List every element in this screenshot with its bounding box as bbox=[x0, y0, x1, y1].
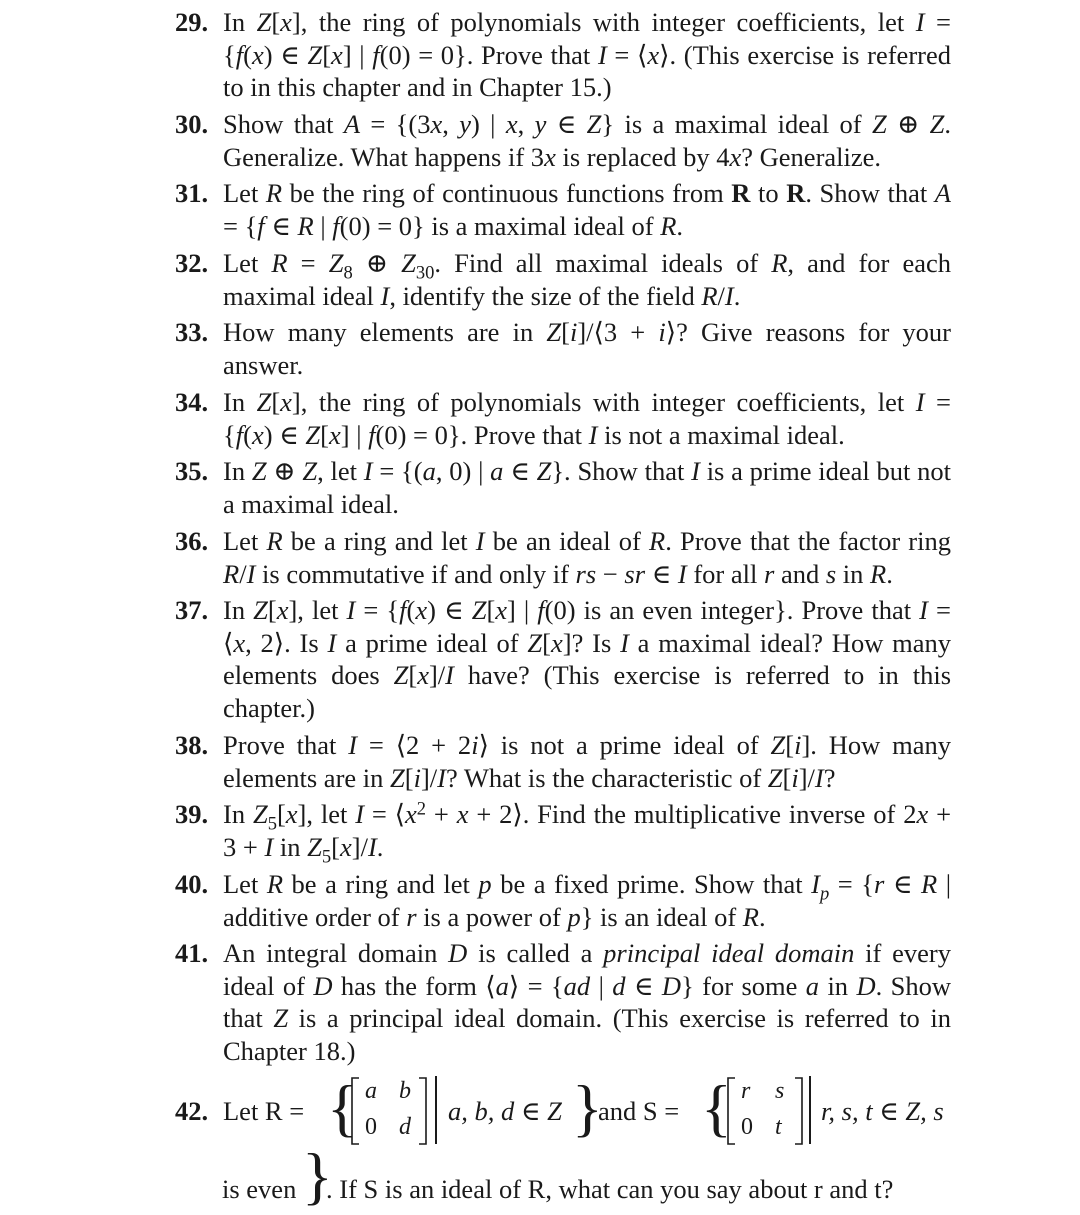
ex42-and-s: and S = bbox=[598, 1096, 680, 1126]
exercise-35 bbox=[175, 455, 951, 520]
closing-brace: } bbox=[302, 1140, 333, 1211]
matrix-r bbox=[349, 1076, 429, 1144]
left-brace: { bbox=[327, 1072, 358, 1143]
exercise-text: How many elements are in Z[i]/⟨3 + i⟩? Give reasons for your answer. bbox=[223, 317, 952, 380]
matrix-s-r: r bbox=[741, 1078, 751, 1104]
exercise-text: Let R be the ring of continuous functions from R to R. Show that A = {f ∈ R | f(0) = 0} is a maximal ideal of R. bbox=[223, 178, 951, 241]
ex42-let-r: Let R = bbox=[223, 1096, 305, 1126]
exercise-41 bbox=[175, 937, 951, 1067]
exercise-number: 30. bbox=[175, 109, 209, 139]
matrix-s-s: s bbox=[775, 1078, 785, 1104]
exercise-text: Let R be a ring and let p be a fixed prime. Show that $I_p = \{r$ ∈ R | additive order of r is a power of p} is an ideal of R. bbox=[223, 869, 952, 932]
exercise-33 bbox=[175, 316, 951, 381]
exercise-30 bbox=[175, 108, 951, 173]
exercise-number: 34. bbox=[175, 387, 209, 417]
exercise-40 bbox=[175, 868, 951, 933]
exercise-text: In Z[x], the ring of polynomials with integer coefficients, let I = {f(x) ∈ Z[x] | f(0) = 0}. Prove that I = ⟨x⟩. (This exercise is referred to in this chapter and in Chapter 15.) bbox=[223, 7, 952, 102]
ex42-cond-r: a, b, d ∈ Z bbox=[448, 1096, 562, 1126]
exercise-text: In $Z_5[x]$, let $I = ⟨x^2 + x$ + 2⟩. Find the multiplicative inverse of 2x + 3 + I in $Z_5[x]/I$. bbox=[223, 798, 952, 867]
exercise-text: Prove that I = ⟨2 + 2i⟩ is not a prime ideal of Z[i]. How many elements are in Z[i]/I? What is the characteristic of Z[i]/I? bbox=[223, 730, 951, 793]
exercise-number: 39. bbox=[175, 799, 209, 829]
exercise-38 bbox=[175, 729, 951, 794]
matrix-r-a: a bbox=[365, 1078, 377, 1104]
exercise-number: 31. bbox=[175, 178, 209, 208]
exercise-32 bbox=[175, 247, 951, 312]
matrix-s bbox=[725, 1076, 805, 1144]
exercise-36 bbox=[175, 525, 951, 590]
exercise-29 bbox=[175, 6, 951, 104]
right-brace: } bbox=[572, 1072, 603, 1143]
matrix-s-t: t bbox=[775, 1114, 782, 1140]
exercise-number: 32. bbox=[175, 248, 209, 278]
exercise-text: Show that A = {(3x, y) | x, y ∈ Z} is a maximal ideal of Z ⊕ Z. Generalize. What happens if 3x is replaced by 4x? Generalize. bbox=[223, 109, 951, 172]
matrix-r-d: d bbox=[399, 1114, 411, 1140]
exercise-text: Let $R = Z_8$ ⊕ $Z_{30}$. Find all maximal ideals of R, and for each maximal ideal I, identify the size of the field R/I. bbox=[223, 248, 951, 311]
exercise-31 bbox=[175, 177, 951, 242]
such-that-bar bbox=[435, 1076, 437, 1144]
exercise-text: An integral domain D is called a principal ideal domain if every ideal of D has the form ⟨a⟩ = {ad | d ∈ D} for some a in D. Show that Z is a principal ideal domain. (This exercise is referred to in Chapter 18.) bbox=[223, 938, 951, 1066]
exercise-number: 33. bbox=[175, 317, 209, 347]
exercise-text: Let R be a ring and let I be an ideal of R. Prove that the factor ring R/I is commutative if and only if rs − sr ∈ I for all r and s in R. bbox=[223, 526, 951, 589]
left-brace: { bbox=[701, 1072, 732, 1143]
exercise-text: In Z[x], let I = {f(x) ∈ Z[x] | f(0) is an even integer}. Prove that I = ⟨x, 2⟩. Is I a prime ideal of Z[x]? Is I a maximal ideal? How many elements does Z[x]/I have? (This exercise is referred to in this chapter.) bbox=[223, 595, 952, 723]
exercise-34 bbox=[175, 386, 951, 451]
ex42-is-even: is even bbox=[222, 1174, 297, 1204]
exercise-number: 38. bbox=[175, 730, 209, 760]
exercise-number: 41. bbox=[175, 938, 209, 968]
exercise-37 bbox=[175, 594, 951, 724]
exercise-number: 40. bbox=[175, 869, 209, 899]
exercise-text: In Z[x], the ring of polynomials with integer coefficients, let I = {f(x) ∈ Z[x] | f(0) = 0}. Prove that I is not a maximal ideal. bbox=[223, 387, 952, 450]
exercise-number: 37. bbox=[175, 595, 209, 625]
exercise-42 bbox=[175, 1072, 965, 1152]
matrix-s-0: 0 bbox=[741, 1114, 753, 1140]
exercise-39 bbox=[175, 798, 952, 867]
matrix-r-0: 0 bbox=[365, 1114, 377, 1140]
exercise-number: 35. bbox=[175, 456, 209, 486]
ex42-cond-s: r, s, t ∈ Z, s bbox=[821, 1096, 944, 1126]
matrix-r-b: b bbox=[399, 1078, 411, 1104]
exercise-number: 42. bbox=[175, 1096, 209, 1126]
ex42-tail: . If S is an ideal of R, what can you say about r and t? bbox=[326, 1174, 894, 1204]
exercise-number: 36. bbox=[175, 526, 209, 556]
such-that-bar bbox=[809, 1076, 811, 1144]
exercise-number: 29. bbox=[175, 7, 209, 37]
exercise-text: In Z ⊕ Z, let I = {(a, 0) | a ∈ Z}. Show that I is a prime ideal but not a maximal ideal. bbox=[223, 456, 951, 519]
